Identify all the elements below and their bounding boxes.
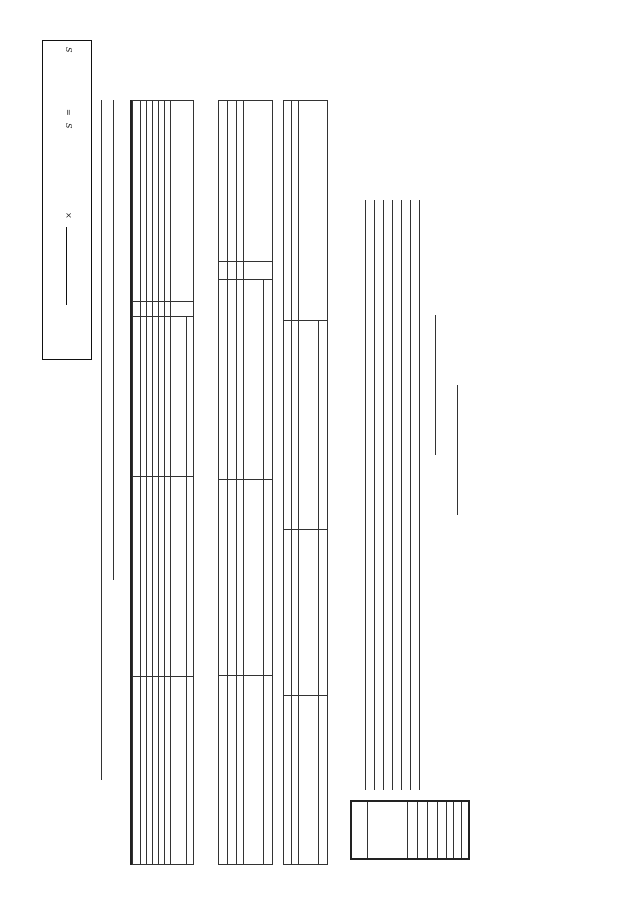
s1-numbers-rule — [298, 101, 299, 864]
field-rule-0 — [419, 200, 420, 790]
s2-row-rule-2 — [152, 101, 153, 864]
formula-fraction-bar — [66, 227, 67, 305]
s2-bottom-emphasis — [130, 100, 132, 865]
formula-eq: = — [64, 109, 73, 116]
code-panel-divider-4 — [427, 802, 428, 858]
s2-col-divider-2 — [133, 316, 193, 317]
field-rule-1 — [410, 200, 411, 790]
document-title — [450, 100, 490, 760]
field-rule-3 — [392, 200, 393, 790]
title-rule — [457, 385, 458, 515]
s2-row-rule-4 — [140, 101, 141, 864]
formula-box — [42, 40, 92, 360]
s11-row-rule-1 — [227, 101, 228, 864]
s2-col-divider-3 — [133, 476, 193, 477]
s2-row-rule-1 — [158, 101, 159, 864]
section-1-table — [283, 100, 328, 865]
formula-times: × — [64, 212, 73, 219]
code-panel-divider-7 — [367, 802, 368, 858]
s1-row-rule — [291, 101, 292, 864]
formula-lhs-s: S — [64, 47, 73, 53]
formula-rhs-s: S — [64, 123, 73, 129]
s2-group-rule — [186, 316, 187, 864]
field-rule-4 — [383, 200, 384, 790]
s2-row-rule-3 — [146, 101, 147, 864]
s11-header-rule — [263, 279, 264, 864]
s2-row-rule-0 — [164, 101, 165, 864]
date-line-rule — [435, 315, 436, 455]
section-3-1-rule — [101, 100, 102, 780]
s1-header-rule — [318, 320, 319, 865]
rotated-form-sheet — [40, 0, 560, 905]
s2-col-divider-4 — [133, 676, 193, 677]
field-rule-5 — [374, 200, 375, 790]
code-panel-divider-6 — [407, 802, 408, 858]
formula — [51, 47, 81, 353]
section-3-rule — [113, 100, 114, 580]
field-rule-2 — [401, 200, 402, 790]
s2-numbers-rule — [170, 101, 171, 864]
field-rule-6 — [365, 200, 366, 790]
code-panel — [350, 800, 470, 860]
s11-numbers-rule — [243, 101, 244, 864]
code-panel-divider-2 — [446, 802, 447, 858]
section-1-1-table — [218, 100, 273, 865]
header-note — [518, 800, 548, 890]
code-panel-divider-3 — [437, 802, 438, 858]
code-panel-divider-0 — [461, 802, 462, 858]
s2-col-divider-1 — [133, 301, 193, 302]
s11-row-rule-0 — [236, 101, 237, 864]
code-panel-divider-1 — [453, 802, 454, 858]
code-panel-divider-5 — [417, 802, 418, 858]
section-2-table — [132, 100, 194, 865]
requisite-fields — [345, 100, 425, 800]
